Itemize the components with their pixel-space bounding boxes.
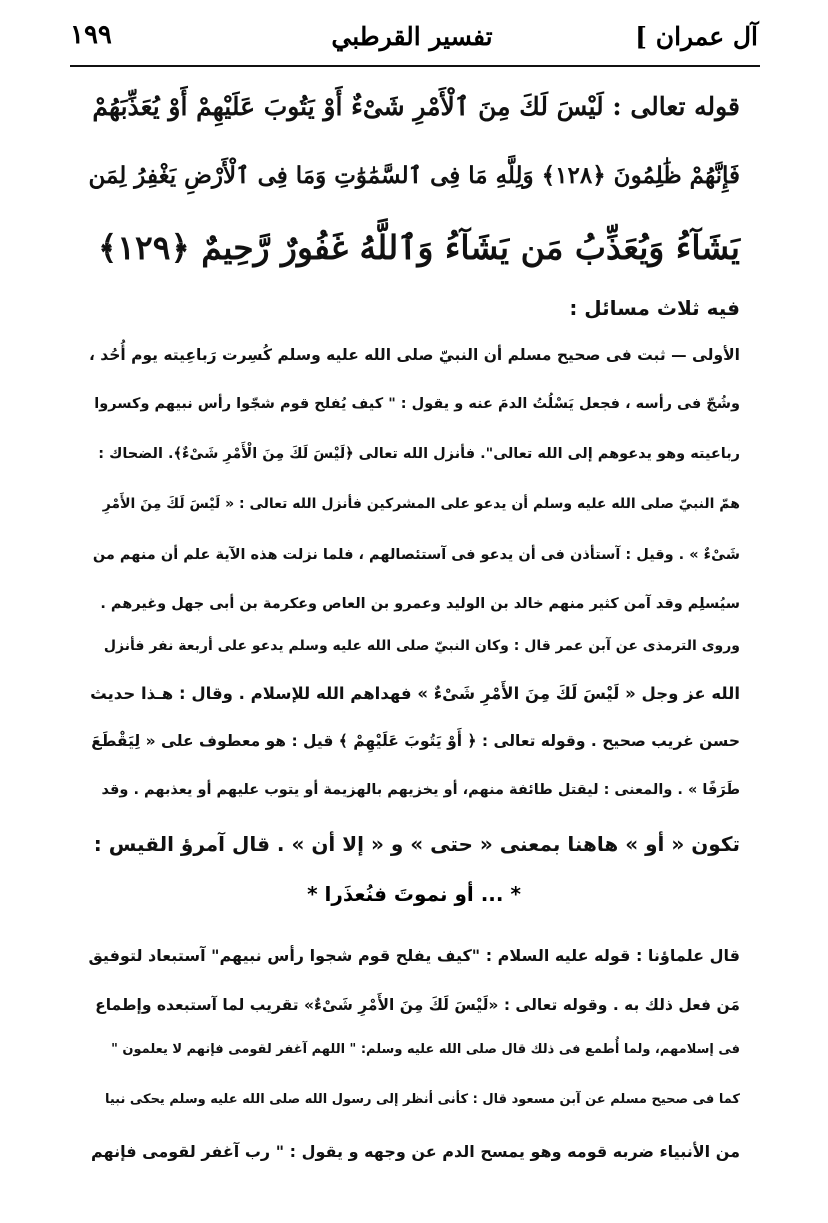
text-line-2: وشُجّ فى رأسه ، فجعل يَسْلُتُ الدمَ عنه و يقول : " كيف يُفلح قوم شجّوا رأس نبيهم وكسروا [94,396,740,412]
text-line-12: قال علماؤنا : قوله عليه السلام : "كيف يفلح قوم شجوا رأس نبيهم" آستبعاد لتوفيق [88,946,740,965]
verse-line-2: فَإِنَّهُمْ ظَٰلِمُونَ ﴿١٢٨﴾ وَلِلَّهِ مَا فِى ٱلسَّمَٰوَٰتِ وَمَا فِى ٱلْأَرْضِ يَغْفِرُ لِمَن [88,162,740,189]
header-divider [70,65,760,67]
text-line-5: شَىْءٌ » . وقيل : آستأذن فى أن يدعو فى آستئصالهم ، فلما نزلت هذه الآية علم أن منهم من [92,547,740,563]
text-line-1: الأولى — ثبت فى صحيح مسلم أن النبيّ صلى الله عليه وسلم كُسِرت رَباعِيته يوم أُحُد ، [88,346,740,364]
book-title: تفسير القرطبي [331,22,493,51]
section-heading: فيه ثلاث مسائل : [569,296,740,320]
text-line-9: حسن غريب صحيح . وقوله تعالى : ﴿ أَوْ يَتُوبَ عَلَيْهِمْ ﴾ قيل : هو معطوف على « لِيَقْطَعَ [91,732,740,750]
text-line-3: رباعيته وهو يدعوهم إلى الله تعالى". فأنزل الله تعالى ﴿لَيْسَ لَكَ مِنَ الْأَمْرِ شَىْءٌ﴾. الضحاك : [98,446,740,462]
verse-line-1: قوله تعالى : لَيْسَ لَكَ مِنَ ٱلْأَمْرِ شَىْءٌ أَوْ يَتُوبَ عَلَيْهِمْ أَوْ يُعَذِّبَهُمْ [92,92,740,121]
page-header [66,20,758,60]
surah-name: آل عمران ] [635,22,758,51]
text-line-16: من الأنبياء ضربه قومه وهو يمسح الدم عن وجهه و يقول : " رب آغفر لقومى فإنهم [90,1142,740,1161]
text-line-8: الله عز وجل « لَيْسَ لَكَ مِنَ الأَمْرِ شَىْءٌ » فهداهم الله للإسلام . وقال : هـذا حديث [90,684,740,703]
text-line-11: تكون « أو » هاهنا بمعنى « حتى » و « إلا أن » . قال آمرؤ القيس : [93,832,740,856]
verse-line-3: يَشَآءُ وَيُعَذِّبُ مَن يَشَآءُ وَٱللَّهُ غَفُورٌ رَّحِيمٌ ﴿١٢٩﴾ [97,228,740,267]
text-line-7: وروى الترمذى عن آبن عمر قال : وكان النبيّ صلى الله عليه وسلم يدعو على أربعة نفر فأنزل [103,638,740,654]
text-line-6: سيُسلِم وقد آمن كثير منهم خالد بن الوليد وعمرو بن العاص وعكرمة بن أبى جهل وغيرهم . [100,596,740,612]
text-line-14: فى إسلامهم، ولما أُطمع فى ذلك قال صلى الله عليه وسلم: " اللهم آغفر لقومى فإنهم لا يعلمون " [111,1042,740,1057]
text-line-15: كما فى صحيح مسلم عن آبن مسعود قال : كأنى أنظر إلى رسول الله صلى الله عليه وسلم يحكى نبيا [104,1092,740,1107]
text-line-10: طَرَفًا » . والمعنى : ليقتل طائفة منهم، أو يخزيهم بالهزيمة أو يتوب عليهم أو يعذبهم . وقد [101,782,740,798]
poetry-verse: * ... أو نموتَ فنُعذَرا * [307,882,521,906]
text-line-4: همّ النبيّ صلى الله عليه وسلم أن يدعو على المشركين فأنزل الله تعالى : « لَيْسَ لَكَ مِنَ الأَمْرِ [102,496,740,512]
text-line-13: مَن فعل ذلك به . وقوله تعالى : «لَيْسَ لَكَ مِنَ الأَمْرِ شَىْءٌ» تقريب لما آستبعده وإطماع [95,996,740,1014]
page-number: ١٩٩ [70,20,112,50]
